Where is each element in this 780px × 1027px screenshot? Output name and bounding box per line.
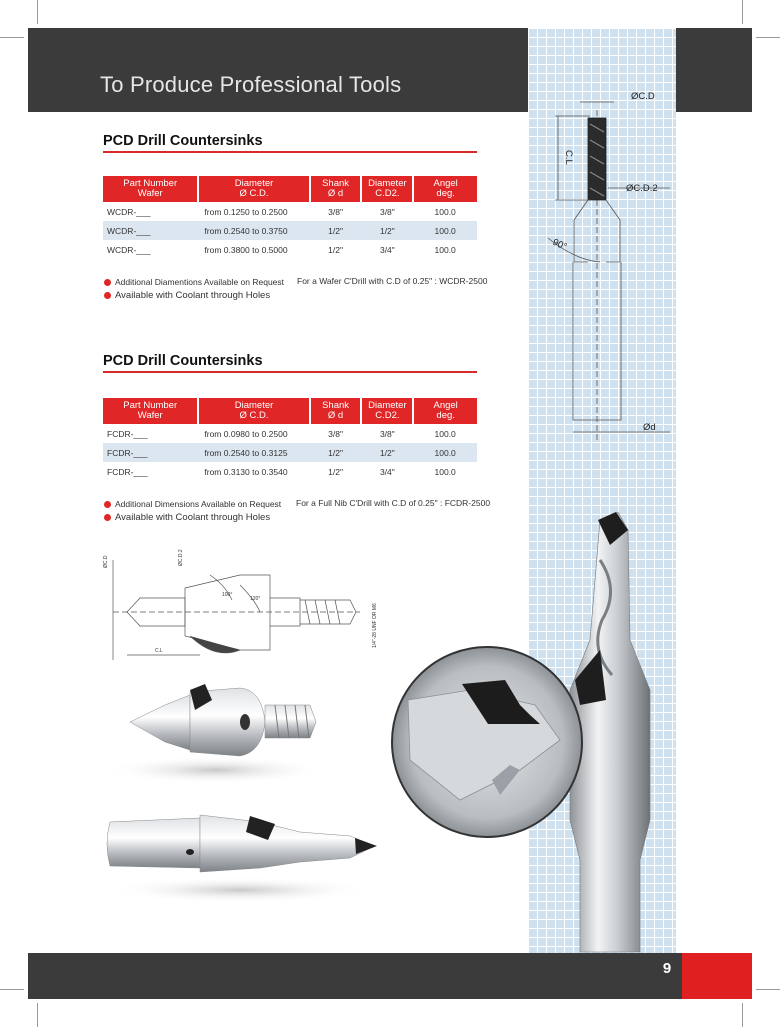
cell-shank: 3/8" [328, 428, 343, 439]
label-cd2: ØC.D.2 [626, 183, 658, 194]
label-angle: 90° [550, 236, 569, 253]
countersink-drill [200, 815, 375, 872]
cell-shank: 1/2" [310, 443, 362, 462]
cell-angle: 100.0 [434, 428, 456, 439]
drill-flute-body [588, 118, 606, 200]
cell-cd2: 3/8" [379, 428, 395, 439]
section-title-full-nib: PCD Drill Countersinks [103, 353, 263, 369]
footer-accent [682, 953, 752, 999]
cell-diameter: from 0.2540 to 0.3750 [198, 221, 309, 240]
cell-part: WCDR-___ [107, 206, 151, 217]
label-left-cd: ØC.D [103, 555, 109, 568]
cell-angle: 100.0 [434, 206, 456, 217]
cell-part: FCDR-___ [107, 466, 148, 477]
col-shank: Shank Ø d [310, 398, 362, 424]
section-hatch [190, 636, 240, 653]
col-part-number: Part Number Wafer [103, 398, 198, 424]
countersink-tip [130, 695, 190, 750]
cell-shank: 3/8" [328, 206, 343, 217]
cell-diameter: from 0.3800 to 0.5000 [204, 244, 288, 255]
label-cl: C.L [563, 150, 574, 165]
shank [107, 818, 200, 868]
shadow [105, 756, 325, 784]
label-left-cl: C.L [155, 648, 163, 654]
col-diameter-cd2: Diameter C.D2. [361, 176, 413, 202]
label-d: Ød [643, 422, 656, 433]
zoom-detail [392, 647, 582, 837]
col-diameter-cd: Diameter Ø C.D. [198, 176, 309, 202]
col-angle: Angel deg. [413, 398, 477, 424]
cell-angle: 100.0 [413, 221, 477, 240]
shadow [110, 877, 370, 903]
section-title-wafer: PCD Drill Countersinks [103, 133, 263, 149]
cell-diameter: from 0.3130 to 0.3540 [204, 466, 288, 477]
note-coolant: Available with Coolant through Holes [104, 290, 270, 301]
pcd-tip [355, 838, 377, 854]
wafer-countersink-image [105, 684, 325, 784]
cell-part: FCDR-___ [107, 428, 148, 439]
note-example: For a Full Nib C'Drill with C.D of 0.25" : FCDR-2500 [296, 498, 491, 508]
col-angle: Angel deg. [413, 176, 477, 202]
note-coolant: Available with Coolant through Holes [104, 512, 270, 523]
full-nib-countersink-image [107, 815, 377, 903]
label-cd: ØC.D [631, 91, 655, 102]
cell-cd2: 3/4" [379, 244, 395, 255]
coolant-hole [186, 849, 194, 855]
col-diameter-cd: Diameter Ø C.D. [198, 398, 309, 424]
cell-diameter: from 0.0980 to 0.2500 [204, 428, 288, 439]
page-title: To Produce Professional Tools [100, 72, 402, 97]
cell-part: WCDR-___ [103, 221, 198, 240]
left-schematic-drawing [113, 560, 360, 660]
cell-shank: 1/2" [328, 466, 343, 477]
cell-shank: 1/2" [328, 244, 343, 255]
label-left-cd2: ØC.D.2 [178, 549, 184, 566]
note-example: For a Wafer C'Drill with C.D of 0.25" : WCDR-2500 [297, 276, 488, 286]
cell-part: WCDR-___ [107, 244, 151, 255]
label-left-120: 120° [250, 596, 261, 602]
note-additional: Additional Dimensions Available on Request [104, 499, 281, 509]
col-shank: Shank Ø d [310, 176, 362, 202]
screw-hole [240, 714, 250, 730]
col-diameter-cd2: Diameter C.D2. [361, 398, 413, 424]
cell-cd2: 1/2" [361, 221, 413, 240]
col-part-number: Part Number Wafer [103, 176, 198, 202]
note-additional: Additional Diamentions Available on Request [104, 277, 284, 287]
cell-angle: 100.0 [434, 244, 456, 255]
cell-cd2: 3/8" [379, 206, 395, 217]
cell-diameter: from 0.1250 to 0.2500 [204, 206, 288, 217]
cell-cd2: 3/4" [379, 466, 395, 477]
footer-bar [28, 953, 682, 999]
cell-angle: 100.0 [434, 466, 456, 477]
cell-shank: 1/2" [310, 221, 362, 240]
cell-angle: 100.0 [413, 443, 477, 462]
cell-diameter: from 0.2540 to 0.3125 [198, 443, 309, 462]
label-left-100: 100° [222, 592, 233, 598]
cell-cd2: 1/2" [361, 443, 413, 462]
cell-part: FCDR-___ [103, 443, 198, 462]
label-left-thread: 1/4"-28 UNF OR M6 [372, 603, 378, 648]
page-number: 9 [662, 960, 672, 977]
